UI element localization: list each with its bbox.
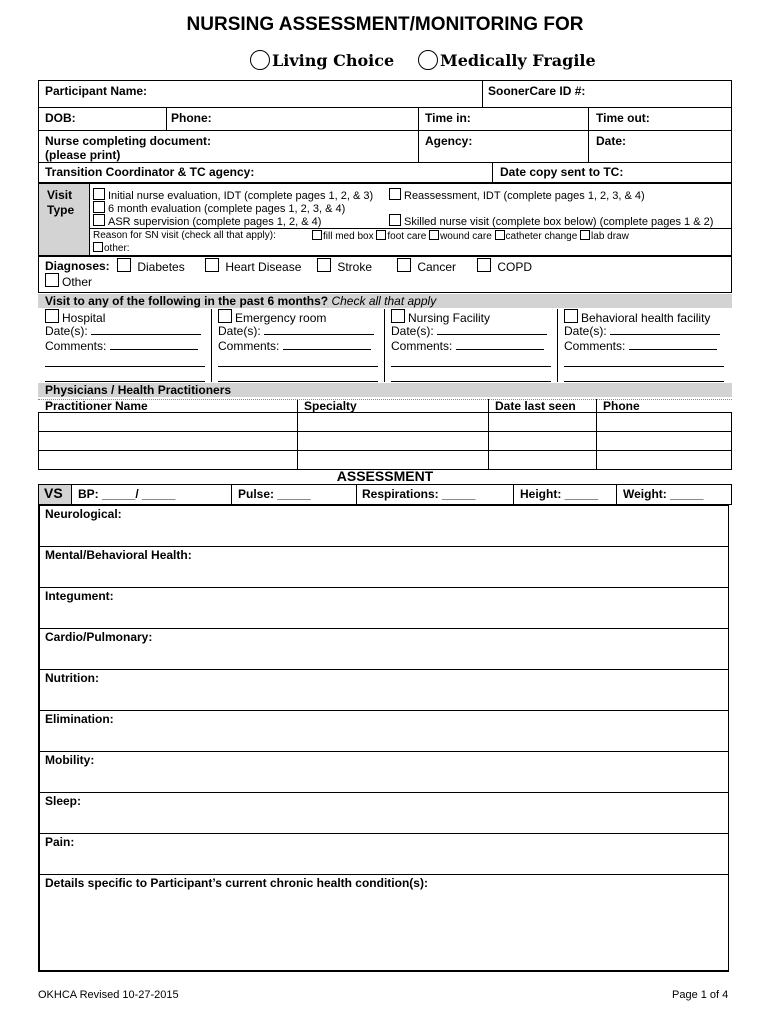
reason-lab-draw[interactable] [580,231,629,242]
reason-label: lab draw [591,231,629,242]
neurological-field[interactable]: Neurological: [45,507,122,521]
visit-asr-label: ASR supervision (complete pages 1, 2, & 4) [108,216,322,228]
visits-heading-note: Check all that apply [331,294,437,308]
assessment-body [38,505,729,972]
checkbox-icon[interactable] [429,230,439,240]
er-dates[interactable] [218,324,374,338]
visit-reassess-label: Reassessment, IDT (complete pages 1, 2, 3, & 4) [404,190,645,202]
checkbox-icon[interactable] [389,188,401,200]
visit-initial-option[interactable] [93,188,373,202]
place-behavioral-health[interactable] [564,309,710,325]
chronic-details-field[interactable]: Details specific to Participant’s current chronic health condition(s): [45,876,428,890]
date-copy-field[interactable]: Date copy sent to TC: [500,165,624,179]
form-title: NURSING ASSESSMENT/MONITORING FOR [186,14,584,35]
visit-skilled-option[interactable] [389,214,713,228]
checkbox-icon[interactable] [205,258,219,272]
program-medically-fragile-label: Medically Fragile [440,50,596,70]
dx-label: Cancer [417,260,457,274]
checkbox-icon[interactable] [564,309,578,323]
visit-six-month-option[interactable] [93,201,345,215]
checkbox-icon[interactable] [477,258,491,272]
checkbox-icon[interactable] [312,230,322,240]
reason-foot-care[interactable] [376,231,426,242]
visits-heading-text: Visit to any of the following in the past 6 months? [45,294,329,308]
nf-comments[interactable] [391,339,544,353]
dates-label: Date(s): [218,324,261,338]
program-medically-fragile[interactable] [418,50,596,70]
dx-label: COPD [497,260,533,274]
checkbox-icon[interactable] [391,309,405,323]
phone-field[interactable]: Phone: [171,111,212,125]
sleep-field[interactable]: Sleep: [45,794,82,808]
reason-wound-care[interactable] [429,231,492,242]
vs-label: VS [44,485,63,501]
dx-cancer[interactable] [397,258,456,274]
dx-label: Heart Disease [225,260,302,274]
checkbox-icon[interactable] [93,201,105,213]
time-out-field[interactable]: Time out: [596,111,650,125]
program-living-choice[interactable] [250,50,394,70]
program-living-choice-label: Living Choice [272,50,395,70]
checkbox-icon[interactable] [93,242,103,252]
physicians-table [38,412,732,470]
reason-label: foot care [387,231,427,242]
diagnoses-label: Diagnoses: [45,259,110,273]
mental-behavioral-field[interactable]: Mental/Behavioral Health: [45,548,192,562]
hospital-dates[interactable] [45,324,201,338]
place-emergency-room[interactable] [218,309,326,325]
visit-label: Visit [47,188,73,202]
visit-reassess-option[interactable] [389,188,645,202]
revision-note: OKHCA Revised 10-27-2015 [38,989,179,1001]
respirations-field[interactable]: Respirations: _____ [362,487,476,501]
checkbox-icon[interactable] [45,309,59,323]
visit-asr-option[interactable] [93,214,321,228]
checkbox-icon[interactable] [397,258,411,272]
visit-six-month-label: 6 month evaluation (complete pages 1, 2, 3, & 4) [108,203,346,215]
reason-other-label: other: [104,243,130,254]
participant-name-field[interactable]: Participant Name: [45,84,148,98]
nutrition-field[interactable]: Nutrition: [45,671,99,685]
pulse-field[interactable]: Pulse: _____ [238,487,311,501]
place-label: Emergency room [235,311,327,325]
dx-label: Other [62,275,93,289]
type-label: Type [47,203,75,217]
pain-field[interactable]: Pain: [45,835,75,849]
checkbox-icon[interactable] [45,273,59,287]
col-date-last-seen: Date last seen [495,399,576,413]
dx-diabetes[interactable] [117,258,185,274]
nf-dates[interactable] [391,324,547,338]
checkbox-icon[interactable] [317,258,331,272]
agency-field[interactable]: Agency: [425,134,473,148]
elimination-field[interactable]: Elimination: [45,712,114,726]
soonercare-id-field[interactable]: SoonerCare ID #: [488,84,586,98]
dates-label: Date(s): [391,324,434,338]
visits-heading [45,294,436,308]
bh-dates[interactable] [564,324,720,338]
dx-label: Stroke [337,260,373,274]
dx-heart-disease[interactable] [205,258,301,274]
page-number: Page 1 of 4 [672,989,729,1001]
reason-fill-med-box[interactable] [312,231,374,242]
physicians-heading: Physicians / Health Practitioners [45,383,232,397]
checkbox-icon[interactable] [93,188,105,200]
reason-other[interactable] [93,242,130,254]
place-label: Nursing Facility [408,311,491,325]
er-comments[interactable] [218,339,371,353]
comments-label: Comments: [218,339,280,353]
radio-icon[interactable] [418,50,438,70]
place-label: Behavioral health facility [581,311,711,325]
dx-stroke[interactable] [317,258,372,274]
dx-label: Diabetes [137,260,185,274]
dx-copd[interactable] [477,258,532,274]
col-practitioner-name: Practitioner Name [45,399,148,413]
checkbox-icon[interactable] [93,214,105,226]
reason-catheter-change[interactable] [495,231,578,242]
reason-label: fill med box [323,231,374,242]
dates-label: Date(s): [45,324,88,338]
dx-other[interactable] [45,273,92,289]
reason-label: wound care [440,231,492,242]
place-hospital[interactable] [45,309,105,325]
dob-field[interactable]: DOB: [45,111,76,125]
height-field[interactable]: Height: _____ [520,487,599,501]
date-field[interactable]: Date: [596,134,627,148]
mobility-field[interactable]: Mobility: [45,753,95,767]
assessment-heading: ASSESSMENT [336,468,434,484]
comments-label: Comments: [564,339,626,353]
checkbox-icon[interactable] [218,309,232,323]
comments-label: Comments: [45,339,107,353]
visit-skilled-label: Skilled nurse visit (complete box below) (complete pages 1 & 2) [404,216,714,228]
checkbox-icon[interactable] [580,230,590,240]
place-nursing-facility[interactable] [391,309,490,325]
sn-reason-label: Reason for SN visit (check all that apply): [93,230,276,241]
nurse-note: (please print) [45,148,121,162]
cardio-pulmonary-field[interactable]: Cardio/Pulmonary: [45,630,153,644]
checkbox-icon[interactable] [376,230,386,240]
comments-label: Comments: [391,339,453,353]
checkbox-icon[interactable] [117,258,131,272]
integument-field[interactable]: Integument: [45,589,114,603]
reason-label: catheter change [505,231,578,242]
bh-comments[interactable] [564,339,717,353]
place-label: Hospital [62,311,106,325]
visit-initial-label: Initial nurse evaluation, IDT (complete pages 1, 2, & 3) [108,190,374,202]
time-in-field[interactable]: Time in: [425,111,471,125]
sn-reason-options [312,230,629,242]
col-specialty: Specialty [304,399,357,413]
tc-field[interactable]: Transition Coordinator & TC agency: [45,165,255,179]
checkbox-icon[interactable] [495,230,505,240]
col-phone: Phone [603,399,640,413]
dates-label: Date(s): [564,324,607,338]
weight-field[interactable]: Weight: _____ [623,487,704,501]
radio-icon[interactable] [250,50,270,70]
bp-field[interactable]: BP: _____/ _____ [78,487,176,501]
nurse-field[interactable]: Nurse completing document: [45,134,212,148]
hospital-comments[interactable] [45,339,198,353]
checkbox-icon[interactable] [389,214,401,226]
